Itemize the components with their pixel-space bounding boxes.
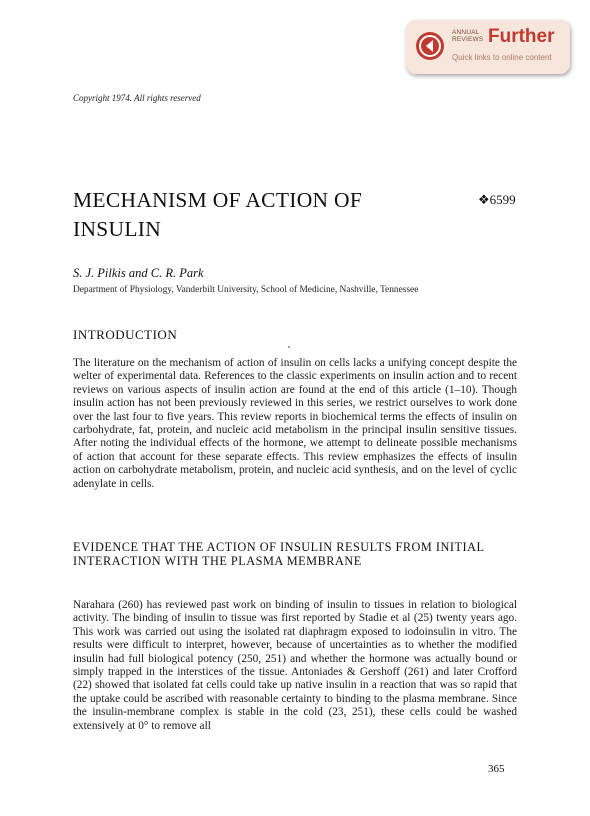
authors: S. J. Pilkis and C. R. Park: [73, 266, 204, 280]
print-speck: [288, 346, 290, 348]
article-title: MECHANISM OF ACTION OF INSULIN: [73, 188, 363, 241]
page-number: 365: [488, 763, 505, 775]
badge-subtitle: Quick links to online content: [452, 53, 552, 62]
copyright-notice: Copyright 1974. All rights reserved: [73, 93, 201, 103]
section-heading-introduction: INTRODUCTION: [73, 327, 178, 342]
badge-reviews-label: REVIEWS: [452, 36, 484, 43]
introduction-paragraph: The literature on the mechanism of action of insulin on cells lacks a unifying concept despite the welter of experimental data. References to the classic experiments on insulin action and to recent reviews on various aspects of insulin action are found at the end of this article (1–10). Though insulin action has not been previously reviewed in this series, we restrict ourselves to work done over the last four to five years. This review reports in biochemical terms the effects of insulin on carbohydrate, fat, protein, and nucleic acid metabolism in the principal insulin sensitive tissues. After noting the individual effects of the hormone, we attempt to delineate possible mechanisms of action that account for these separate effects. This review emphasizes the effects of insulin action on carbohydrate metabolism, protein, and nucleic acid synthesis, and on the level of cyclic adenylate in cells.: [73, 357, 517, 490]
badge-further-label: Further: [488, 26, 555, 47]
evidence-paragraph: Narahara (260) has reviewed past work on binding of insulin to tissues in relation to biological activity. The binding of insulin to tissue was first reported by Stadie et al (25) twenty years ago. This work was carried out using the isolated rat diaphragm exposed to iodoinsulin in vitro. The results were difficult to interpret, however, because of uncertainties as to whether the modified insulin had full biological potency (250, 251) and whether the hormone was actually bound or simply trapped in the interstices of the tissue. Antoniades & Gershoff (261) and later Crofford (22) showed that isolated fat cells could take up native insulin in a reaction that was so rapid that the uptake could be ascribed with reasonable certainty to binding to the plasma membrane. Since the insulin-membrane complex is stable in the cold (23, 251), these cells could be washed extensively at 0° to remove all: [73, 599, 517, 732]
annual-reviews-further-badge[interactable]: [406, 20, 570, 74]
section-heading-evidence: EVIDENCE THAT THE ACTION OF INSULIN RESULTS FROM INITIAL INTERACTION WITH THE PLASMA MEMBRANE: [73, 540, 485, 568]
affiliation: Department of Physiology, Vanderbilt University, School of Medicine, Nashville, Tennessee: [73, 285, 419, 295]
reference-number: ❖6599: [478, 192, 516, 207]
play-arrow-icon[interactable]: [416, 32, 444, 60]
badge-annual-label: ANNUAL: [452, 29, 480, 36]
